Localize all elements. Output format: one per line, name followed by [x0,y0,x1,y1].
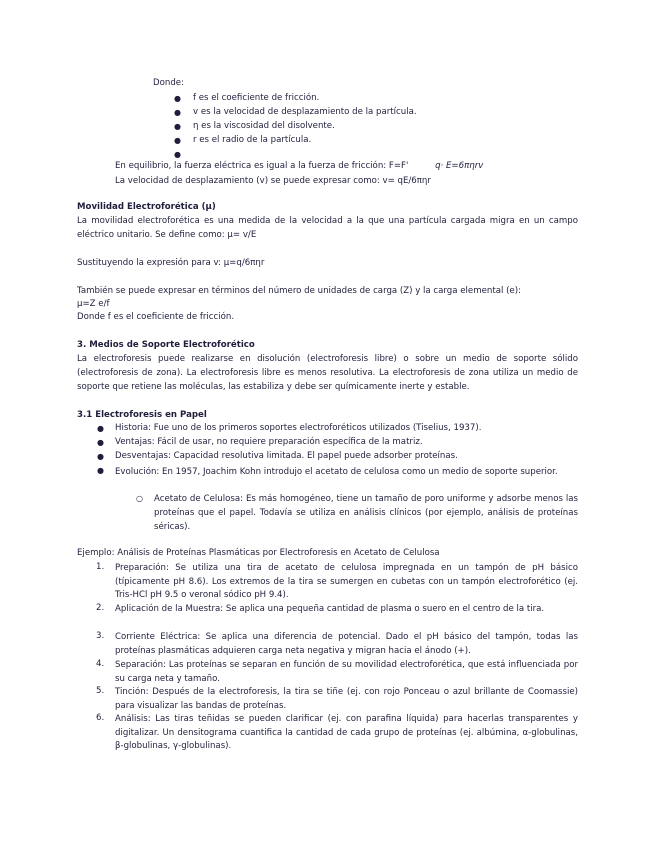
bullet-dot: ● [97,452,104,461]
tambien-paragraph [77,285,578,324]
ejemplo-heading: Ejemplo: Análisis de Proteínas Plasmáticas por Electroforesis en Acetato de Celulosa [77,548,440,558]
step-text: Las proteínas se separan en función de su movilidad electroforética, que está influenciada por su carga neta y tamaño. [115,660,578,684]
step-text: Después de la electroforesis, la tira se tiñe (ej. con rojo Ponceau o azul brillante de Coomassie) para visualizar las bandas de proteínas. [115,687,578,711]
bullet-dot: ● [97,438,104,447]
item-text: Es más homogéneo, tiene un tamaño de poro uniforme y adsorbe menos las proteínas que el papel. Todavía se utiliza en análisis clínicos (por ejemplo, análisis de proteínas séricas). [154,494,578,532]
step-number: 6. [96,713,105,723]
papel-subitem-acetato [154,492,578,534]
step-number: 5. [96,686,105,696]
var-v: v es la velocidad de desplazamiento de la partícula. [193,107,417,117]
step-label: Análisis: [115,714,151,724]
step-aplicacion [115,603,578,617]
papel-item-evolucion [115,465,578,479]
medios-paragraph: La electroforesis puede realizarse en disolución (electroforesis libre) o sobre un medio de soporte sólido (electroforesis de zona). La electroforesis libre es menos resolutiva. La electroforesis de zona utiliza un medio de soporte que retiene las moléculas, las estabiliza y debe ser químicamente inerte y estable. [77,354,578,392]
step-text: Se aplica una pequeña cantidad de plasma o suero en el centro de la tira. [223,604,545,614]
item-text: En 1957, Joachim Kohn introdujo el acetato de celulosa como un medio de soporte superior. [159,467,558,477]
bullet-dot: ● [174,150,181,159]
step-label: Corriente Eléctrica: [115,632,201,642]
item-text: Capacidad resolutiva limitada. El papel puede adsorber proteínas. [170,451,458,461]
item-label: Acetato de Celulosa: [154,494,244,504]
var-eta: η es la viscosidad del disolvente. [193,121,335,131]
sub-bullet-circle: ○ [136,494,143,503]
step-text: Se utiliza una tira de acetato de celulosa impregnada en un tampón de pH básico (típicamente pH 8.6). Los extremos de la tira se sumergen en cubetas con un tampón electroforético (ej. Tris-HCl pH 9.5 o veronal sódico pH 9.4). [115,563,578,601]
item-text: Fue uno de los primeros soportes electroforéticos utilizados (Tiselius, 1937). [151,423,482,433]
donde-label: Donde: [153,78,184,88]
step-number: 2. [96,603,105,613]
bullet-dot: ● [174,94,181,103]
equilibrio-text: En equilibrio, la fuerza eléctrica es igual a la fuerza de fricción: F=F' [115,161,409,171]
velocidad-line: La velocidad de desplazamiento (v) se puede expresar como: v= qE/6πηr [115,176,431,186]
step-number: 4. [96,659,105,669]
step-label: Separación: [115,660,166,670]
movilidad-heading: Movilidad Electroforética (μ) [77,202,216,212]
item-label: Desventajas: [115,451,171,461]
item-label: Ventajas: [115,437,155,447]
bullet-dot: ● [97,466,104,475]
movilidad-paragraph: La movilidad electroforética es una medida de la velocidad a la que una partícula cargada migra en un campo eléctrico unitario. Se define como: μ= v/E [77,216,578,240]
bullet-dot: ● [97,424,104,433]
step-preparacion [115,562,578,603]
bullet-dot: ● [174,108,181,117]
papel-heading: 3.1 Electroforesis en Papel [77,410,207,420]
step-tincion [115,686,578,713]
equilibrio-formula: q· E=6πηrv [435,161,484,171]
donde-f-text: Donde f es el coeficiente de fricción. [77,312,235,322]
equilibrio-line [115,161,483,172]
papel-item-ventajas [115,437,578,448]
item-text: Fácil de usar, no requiere preparación específica de la matriz. [154,437,423,447]
bullet-dot: ● [174,122,181,131]
step-text: Se aplica una diferencia de potencial. Dado el pH básico del tampón, todas las proteínas plasmáticas adquieren carga neta negativa y migran hacia el ánodo (+). [115,632,578,656]
step-label: Tinción: [115,687,149,697]
bullet-dot: ● [174,136,181,145]
item-label: Historia: [115,423,152,433]
step-corriente [115,631,578,658]
step-label: Aplicación de la Muestra: [115,604,224,614]
papel-item-historia [115,423,578,434]
var-r: r es el radio de la partícula. [193,135,312,145]
papel-item-desventajas [115,451,578,462]
step-label: Preparación: [115,563,169,573]
mu-formula: μ=Z e/f [77,299,110,309]
tambien-text: También se puede expresar en términos del número de unidades de carga (Z) y la carga elemental (e): [77,286,521,296]
sustituyendo-line: Sustituyendo la expresión para v: μ=q/6πηr [77,258,265,268]
step-number: 3. [96,631,105,641]
medios-heading: 3. Medios de Soporte Electroforético [77,340,255,350]
step-analisis [115,713,578,754]
step-number: 1. [96,562,105,572]
step-separacion [115,659,578,686]
var-f: f es el coeficiente de fricción. [193,93,320,103]
item-label: Evolución: [115,467,160,477]
step-text: Las tiras teñidas se pueden clarificar (ej. con parafina líquida) para hacerlas transparentes y digitalizar. Un densitograma cuantifica la cantidad de cada grupo de proteínas (ej. albúmina, α-globulinas, β-globulinas, γ-globulinas). [115,714,578,752]
